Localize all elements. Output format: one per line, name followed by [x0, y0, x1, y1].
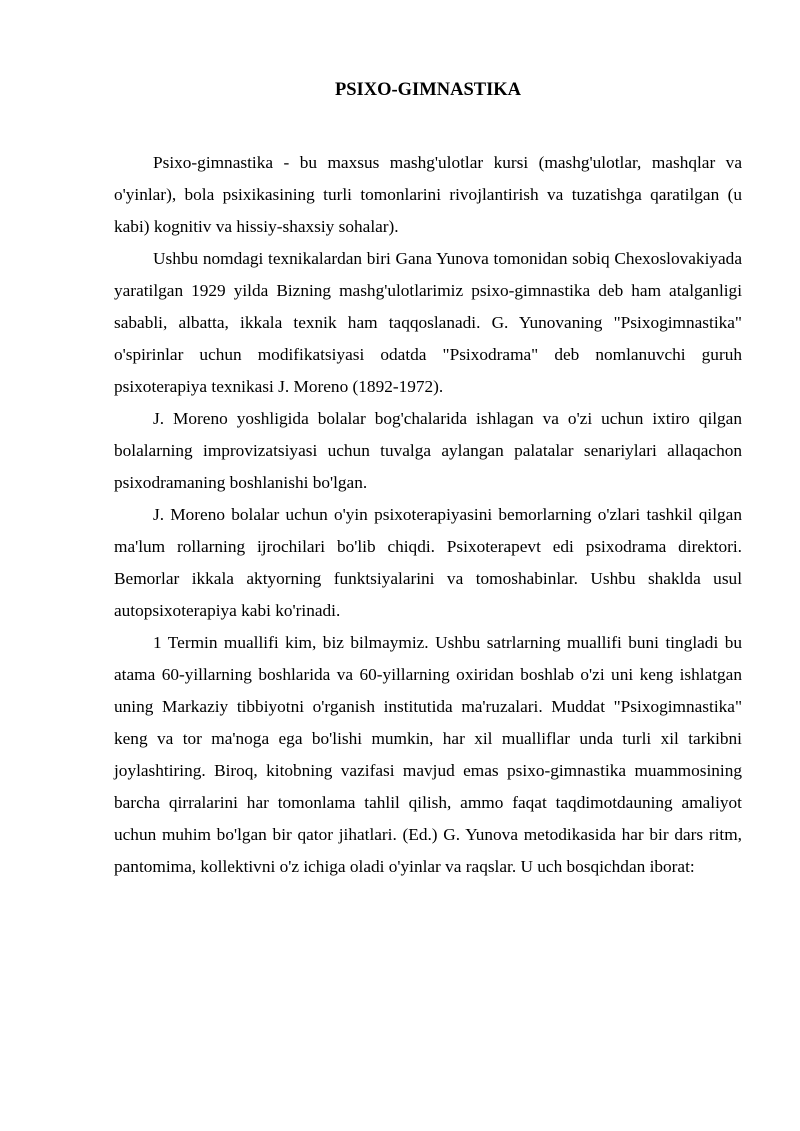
paragraph-4: J. Moreno bolalar uchun o'yin psixoterapiyasini bemorlarning o'zlari tashkil qilgan ma'lum rollarning ijrochilari bo'lib chiqdi. Psixoterapevt edi psixodrama direktori. Bemorlar ikkala aktyorning funktsiyalarini va tomoshabinlar. Ushbu shaklda usul autopsixoterapiya kabi ko'rinadi. — [114, 505, 742, 620]
paragraph-3: J. Moreno yoshligida bolalar bog'chalarida ishlagan va o'zi uchun ixtiro qilgan bolalarning improvizatsiyasi uchun tuvalga aylangan palatalar senariylari allaqachon psixodramaning boshlanishi bo'lgan. — [114, 409, 742, 492]
document-body — [114, 147, 742, 883]
paragraph-5: 1 Termin muallifi kim, biz bilmaymiz. Ushbu satrlarning muallifi buni tingladi bu atama 60-yillarning boshlarida va 60-yillarning oxiridan boshlab o'zi uni keng ishlatgan uning Markaziy tibbiyotni o'rganish institutida ma'ruzalari. Muddat "Psixogimnastika" keng va tor ma'noga ega bo'lishi mumkin, har xil mualliflar unda turli xil tarkibni joylashtiring. Biroq, kitobning vazifasi mavjud emas psixo-gimnastika muammosining barcha qirralarini har tomonlama tahlil qilish, ammo faqat taqdimotdauning amaliyot uchun muhim bo'lgan bir qator jihatlari. (Ed.) G. Yunova metodikasida har bir dars ritm, pantomima, kollektivni o'z ichiga oladi o'yinlar va raqslar. U uch bosqichdan iborat: — [114, 633, 742, 876]
page-title: PSIXO-GIMNASTIKA — [334, 80, 522, 100]
paragraph-2: Ushbu nomdagi texnikalardan biri Gana Yunova tomonidan sobiq Chexoslovakiyada yaratilgan 1929 yilda Bizning mashg'ulotlarimiz psixo-gimnastika deb ham atalganligi sababli, albatta, ikkala texnik ham taqqoslanadi. G. Yunovaning "Psixogimnastika" o'spirinlar uchun modifikatsiyasi odatda "Psixodrama" deb nomlanuvchi guruh psixoterapiya texnikasi J. Moreno (1892-1972). — [114, 249, 742, 396]
paragraph-1: Psixo-gimnastika - bu maxsus mashg'ulotlar kursi (mashg'ulotlar, mashqlar va o'yinlar), bola psixikasining turli tomonlarini rivojlantirish va tuzatishga qaratilgan (u kabi) kognitiv va hissiy-shaxsiy sohalar). — [114, 153, 742, 236]
